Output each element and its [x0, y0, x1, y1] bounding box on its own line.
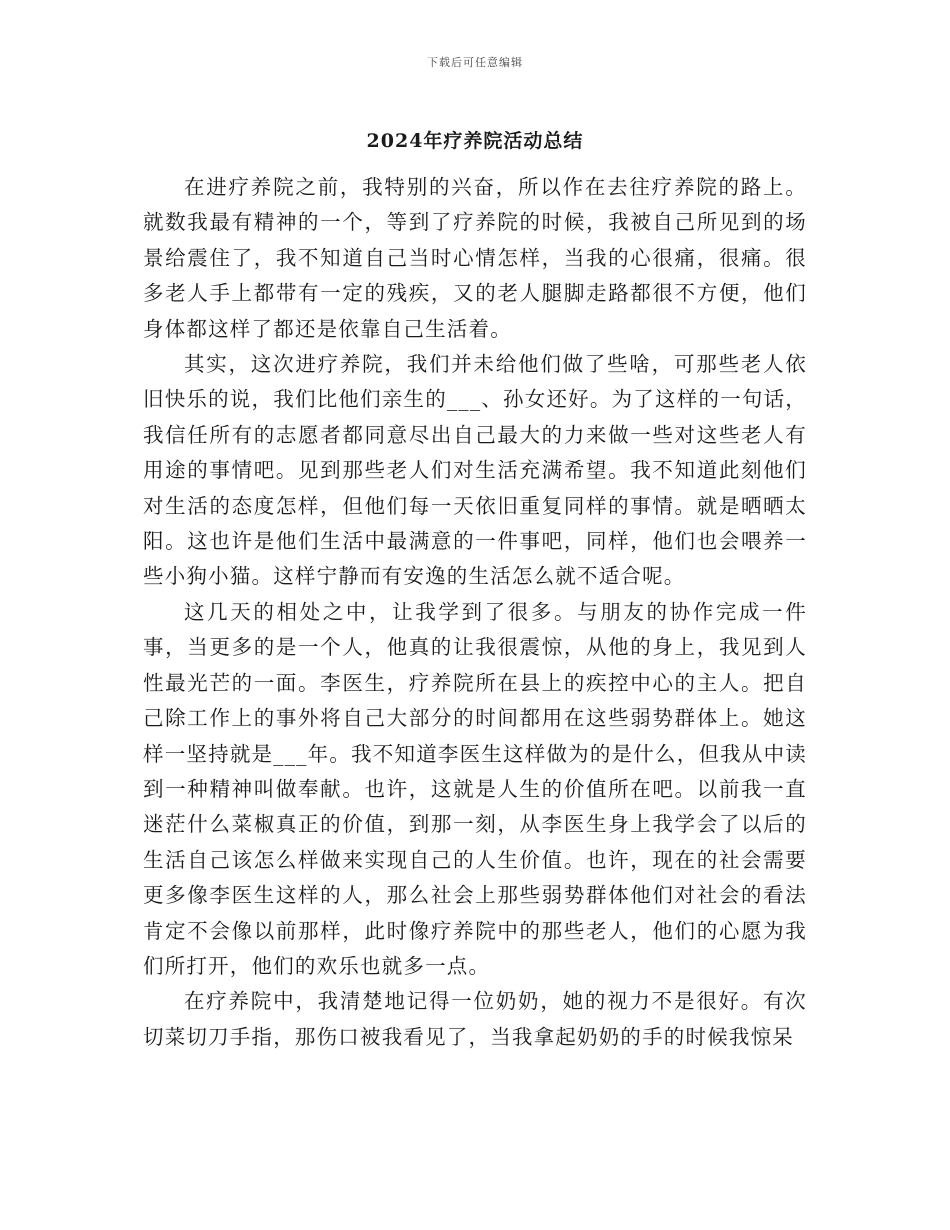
paragraph-3: 这几天的相处之中，让我学到了很多。与朋友的协作完成一件事，当更多的是一个人，他真的让我很震惊，从他的身上，我见到人性最光芒的一面。李医生，疗养院所在县上的疾控中心的主人。把自己除工作上的事外将自己大部分的时间都用在这些弱势群体上。她这样一坚持就是___年。我不知道李医生这样做为的是什么，但我从中读到一种精神叫做奉献。也许，这就是人生的价值所在吧。以前我一直迷茫什么菜椒真正的价值，到那一刻，从李医生身上我学会了以后的生活自己该怎么样做来实现自己的人生价值。也许，现在的社会需要更多像李医生这样的人，那么社会上那些弱势群体他们对社会的看法肯定不会像以前那样，此时像疗养院中的那些老人，他们的心愿为我们所打开，他们的欢乐也就多一点。: [143, 599, 807, 978]
header-note: 下载后可任意编辑: [427, 56, 523, 69]
paragraph-2: 其实，这次进疗养院，我们并未给他们做了些啥，可那些老人依旧快乐的说，我们比他们亲生的___、孙女还好。为了这样的一句话，我信任所有的志愿者都同意尽出自己最大的力来做一些对这些老人有用途的事情吧。见到那些老人们对生活充满希望。我不知道此刻他们对生活的态度怎样，但他们每一天依旧重复同样的事情。就是晒晒太阳。这也许是他们生活中最满意的一件事吧，同样，他们也会喂养一些小狗小猫。这样宁静而有安逸的生活怎么就不适合呢。: [143, 352, 807, 589]
document-title: 2024年疗养院活动总结: [366, 130, 584, 152]
paragraph-4: 在疗养院中，我清楚地记得一位奶奶，她的视力不是很好。有次切菜切刀手指，那伤口被我看见了，当我拿起奶奶的手的时候我惊呆: [143, 989, 807, 1049]
document-body: [143, 170, 807, 1055]
paragraph-1: 在进疗养院之前，我特别的兴奋，所以作在去往疗养院的路上。就数我最有精神的一个，等到了疗养院的时候，我被自己所见到的场景给震住了，我不知道自己当时心情怎样，当我的心很痛，很痛。很多老人手上都带有一定的残疾，又的老人腿脚走路都很不方便，他们身体都这样了都还是依靠自己生活着。: [143, 175, 807, 341]
